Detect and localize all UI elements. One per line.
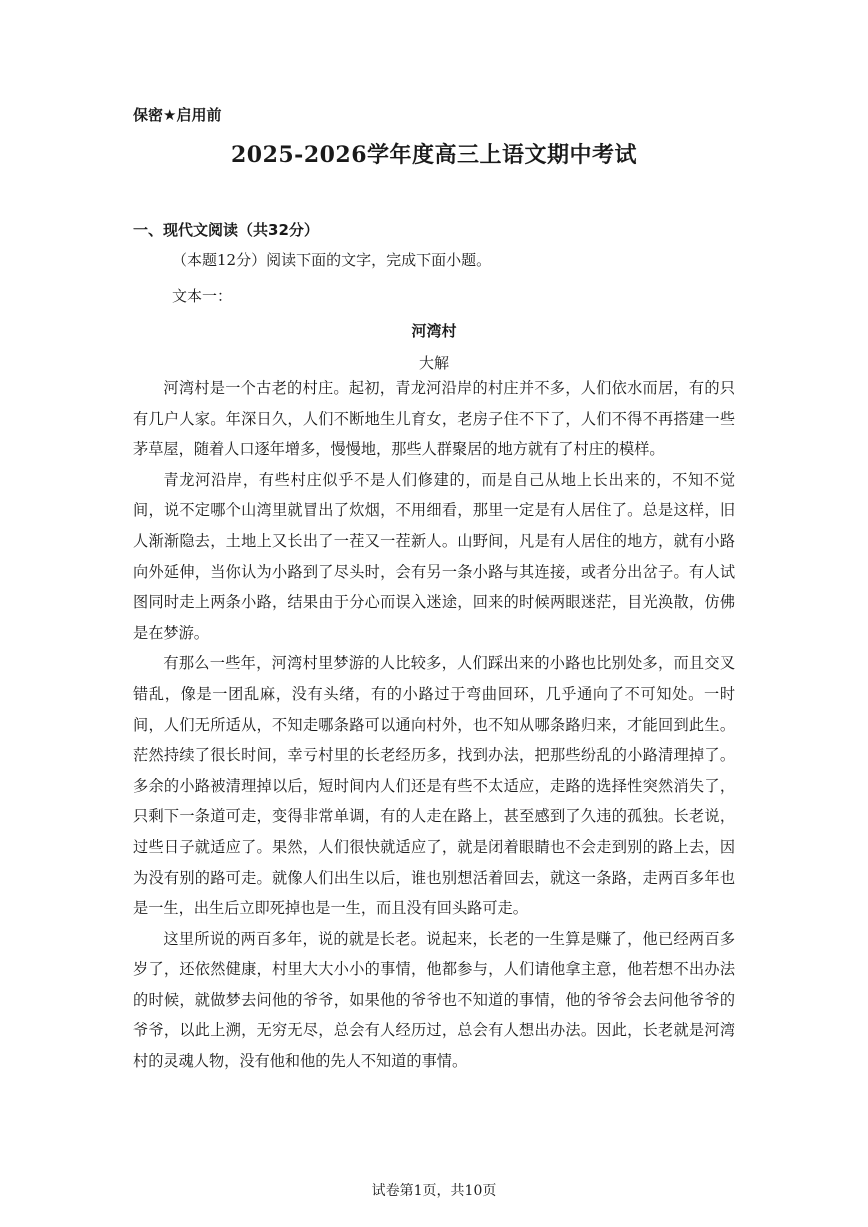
paragraph: 有那么一些年，河湾村里梦游的人比较多，人们踩出来的小路也比别处多，而且交叉错乱，像是一团乱麻，没有头绪，有的小路过于弯曲回环，几乎通向了不可知处。一时间，人们无所适从，不知走哪条路可以通向村外，也不知从哪条路归来，才能回到此生。茫然持续了很长时间，幸亏村里的长老经历多，找到办法，把那些纷乱的小路清理掉了。多余的小路被清理掉以后，短时间内人们还是有些不太适应，走路的选择性突然消失了，只剩下一条道可走，变得非常单调，有的人走在路上，甚至感到了久违的孤独。长老说，过些日子就适应了。果然，人们很快就适应了，就是闭着眼睛也不会走到别的路上去，因为没有别的路可走。就像人们出生以后，谁也别想活着回去，就这一条路，走两百多年也是一生，出生后立即死掉也是一生，而且没有回头路可走。 xyxy=(133,654,735,918)
story-title: 河湾村 xyxy=(411,322,457,340)
paragraph: 青龙河沿岸，有些村庄似乎不是人们修建的，而是自己从地上长出来的，不知不觉间，说不定哪个山湾里就冒出了炊烟，不用细看，那里一定是有人居住了。总是这样，旧人渐渐隐去，土地上又长出了一茬又一茬新人。山野间，凡是有人居住的地方，就有小路向外延伸，当你认为小路到了尽头时，会有另一条小路与其连接，或者分出岔子。有人试图同时走上两条小路，结果由于分心而误入迷途，回来的时候两眼迷茫，目光涣散，仿佛是在梦游。 xyxy=(133,470,735,642)
page-footer: 试卷第1页，共10页 xyxy=(371,1183,497,1199)
question-instruction: （本题12分）阅读下面的文字，完成下面小题。 xyxy=(172,251,492,269)
exam-title: 2025-2026学年度高三上语文期中考试 xyxy=(230,142,638,168)
story-body xyxy=(133,373,735,1077)
paragraph: 这里所说的两百多年，说的就是长老。说起来，长老的一生算是赚了，他已经两百多岁了，还依然健康，村里大大小小的事情，他都参与，人们请他拿主意，他若想不出办法的时候，就做梦去问他的爷爷，如果他的爷爷也不知道的事情，他的爷爷会去问他爷爷的爷爷，以此上溯，无穷无尽，总会有人经历过，总会有人想出办法。因此，长老就是河湾村的灵魂人物，没有他和他的先人不知道的事情。 xyxy=(133,929,735,1071)
paragraph: 河湾村是一个古老的村庄。起初，青龙河沿岸的村庄并不多，人们依水而居，有的只有几户人家。年深日久，人们不断地生儿育女，老房子住不下了，人们不得不再搭建一些茅草屋，随着人口逐年增多，慢慢地，那些人群聚居的地方就有了村庄的模样。 xyxy=(133,379,735,459)
story-author: 大解 xyxy=(418,354,449,372)
section-heading: 一、现代文阅读（共32分） xyxy=(133,221,319,239)
confidential-mark: 保密★启用前 xyxy=(133,106,222,124)
text-label: 文本一： xyxy=(172,287,233,305)
